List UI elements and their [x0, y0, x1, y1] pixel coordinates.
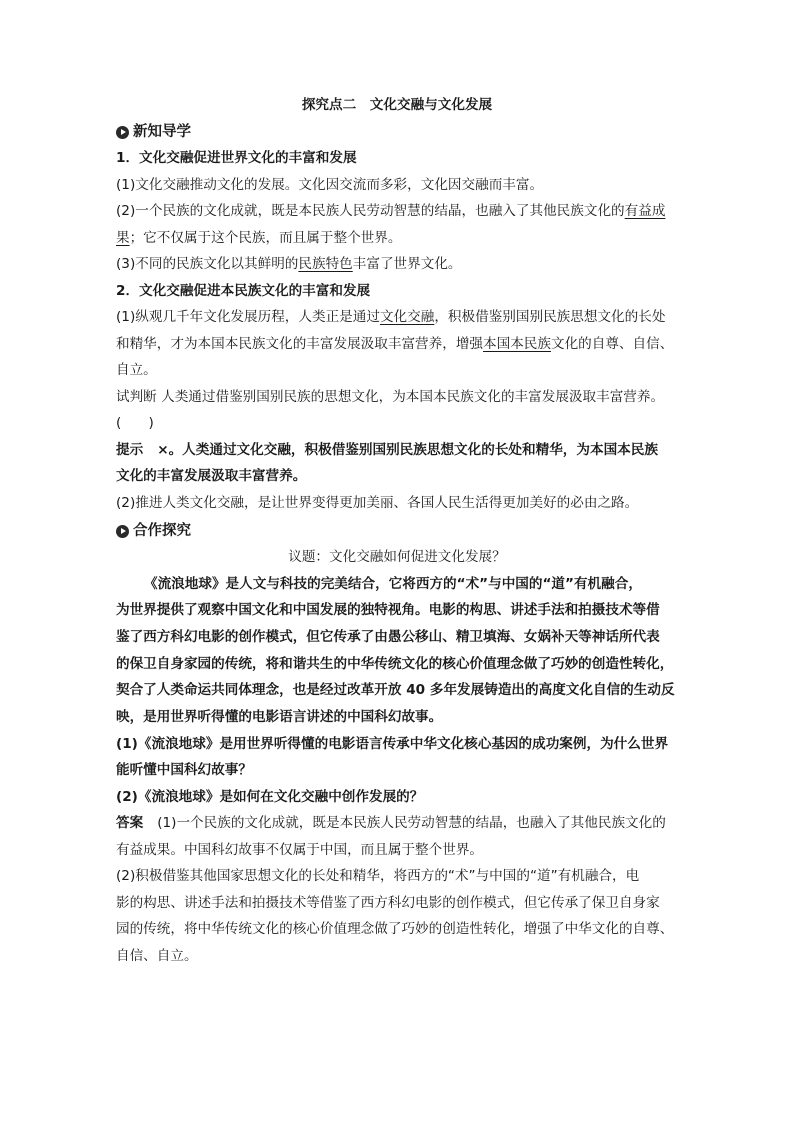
heading-cooperative-label: 合作探究 — [133, 523, 191, 539]
play-circle-icon — [116, 126, 129, 139]
point2-item1-line3: 自立。 — [116, 362, 157, 378]
heading-new-knowledge — [116, 119, 678, 145]
question1-line1: (1)《流浪地球》是用世界听得懂的电影语言传承中华文化核心基因的成功案例，为什么世界 — [116, 735, 669, 752]
underlined-term: 文化交融 — [379, 309, 435, 325]
point1-title: 1．文化交融促进世界文化的丰富和发展 — [116, 150, 357, 166]
point2-title: 2．文化交融促进本民族文化的丰富和发展 — [116, 282, 371, 299]
answer-line2: 有益成果。中国科幻故事不仅属于中国，而且属于整个世界。 — [116, 841, 484, 858]
play-circle-icon — [116, 525, 129, 538]
answer-line3: (2)积极借鉴其他国家思想文化的长处和精华，将西方的“术”与中国的“道”有机融合，电 — [116, 868, 640, 885]
underlined-term: 果 — [116, 229, 130, 246]
article-line: 契合了人类命运共同体理念，也是经过改革开放 40 多年发展铸造出的高度文化自信的生动反 — [116, 682, 675, 699]
article-line: 的保卫自身家园的传统，将和谐共生的中华传统文化的核心价值理念做了巧妙的创造性转化， — [116, 655, 674, 672]
document-page — [116, 95, 678, 969]
article-line: 映，是用世界听得懂的电影语言讲述的中国科幻故事。 — [116, 709, 443, 726]
point1-item1: (1)文化交融推动文化的发展。文化因交流而多彩，文化因交融而丰富。 — [116, 176, 544, 193]
section-title: 探究点二 文化交融与文化发展 — [301, 97, 493, 113]
hint-line2: 文化的丰富发展汲取丰富营养。 — [116, 468, 307, 484]
article-line: 《流浪地球》是人文与科技的完美结合，它将西方的“术”与中国的“道”有机融合， — [144, 575, 642, 592]
hint-label: 提示 — [116, 441, 144, 458]
answer-line6: 自信、自立。 — [116, 947, 198, 964]
underlined-term: 民族特色 — [298, 256, 353, 272]
point1-item2-line2: 果；它不仅属于这个民族，而且属于整个世界。 — [116, 229, 402, 246]
underlined-term: 有益成 — [624, 203, 666, 219]
question2: (2)《流浪地球》是如何在文化交融中创作发展的？ — [116, 788, 424, 805]
question1-line2: 能听懂中国科幻故事？ — [116, 762, 252, 779]
answer-line4: 影的构思、讲述手法和拍摄技术等借鉴了西方科幻电影的创作模式，但它传承了保卫自身家 — [116, 894, 660, 911]
point1-item3: (3)不同的民族文化以其鲜明的民族特色丰富了世界文化。 — [116, 256, 462, 272]
heading-cooperative — [116, 518, 678, 544]
article-paragraph — [116, 571, 678, 731]
underlined-term: 本国本民族 — [483, 335, 551, 352]
answer-label: 答案 — [116, 815, 144, 832]
article-line: 为世界提供了观察中国文化和中国发展的独特视角。电影的构思、讲述手法和拍摄技术等借 — [116, 602, 660, 619]
judge-paren: ( ) — [116, 415, 154, 431]
judge-label: 试判断 — [116, 388, 157, 405]
heading-new-knowledge-label: 新知导学 — [133, 124, 191, 140]
point2-item2: (2)推进人类文化交融，是让世界变得更加美丽、各国人民生活得更加美好的必由之路。 — [116, 494, 639, 511]
answer-line5: 园的传统，将中华传统文化的核心价值理念做了巧妙的创造性转化，增强了中华文化的自尊、 — [116, 921, 674, 938]
topic-line: 议题：文化交融如何促进文化发展？ — [288, 549, 506, 565]
answer-line1: 答案 (1)一个民族的文化成就，既是本民族人民劳动智慧的结晶，也融入了其他民族文化的 — [116, 815, 666, 832]
article-line: 鉴了西方科幻电影的创作模式，但它传承了由愚公移山、精卫填海、女娲补天等神话所代表 — [116, 628, 660, 645]
point2-item1-line1: (1)纵观几千年文化发展历程，人类正是通过文化交融，积极借鉴别国别民族思想文化的长处 — [116, 309, 666, 325]
point2-item1-line2: 和精华，才为本国本民族文化的丰富发展汲取丰富营养，增强本国本民族文化的自尊、自信、 — [116, 335, 674, 352]
point1-item2-line1: (2)一个民族的文化成就，既是本民族人民劳动智慧的结晶，也融入了其他民族文化的有益成 — [116, 203, 666, 219]
hint-line1: 提示 ×。人类通过文化交融，积极借鉴别国别民族思想文化的长处和精华，为本国本民族 — [116, 441, 658, 458]
judge-question: 试判断 人类通过借鉴别国别民族的思想文化，为本国本民族文化的丰富发展汲取丰富营养。 — [116, 388, 665, 405]
